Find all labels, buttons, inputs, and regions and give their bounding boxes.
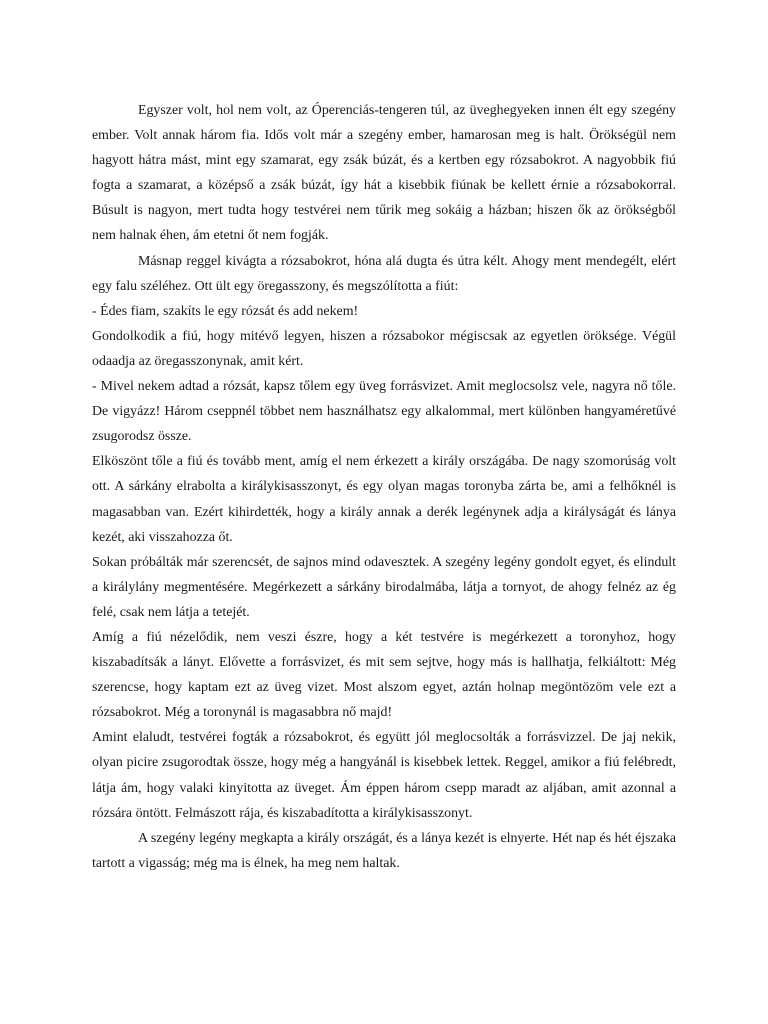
paragraph: A szegény legény megkapta a király országát, és a lánya kezét is elnyerte. Hét nap és hét éjszaka tartott a vigasság; még ma is élnek, ha meg nem haltak.	[92, 830, 676, 871]
paragraph: Gondolkodik a fiú, hogy mitévő legyen, hiszen a rózsabokor mégiscsak az egyetlen öröksége. Végül odaadja az öregasszonynak, amit kért.	[92, 328, 676, 369]
story-text	[92, 98, 676, 876]
paragraph: Elköszönt tőle a fiú és tovább ment, amíg el nem érkezett a király országába. De nagy szomorúság volt ott. A sárkány elrabolta a királykisasszonyt, és egy olyan magas toronyba zárta be, ami a felhőknél is magasabban van. Ezért kihirdették, hogy a király annak a derék legénynek adja a királyságát és lánya kezét, aki visszahozza őt.	[92, 454, 676, 545]
paragraph: Egyszer volt, hol nem volt, az Óperenciás-tengeren túl, az üveghegyeken innen élt egy szegény ember. Volt annak három fia. Idős volt már a szegény ember, hamarosan meg is halt. Örökségül nem hagyott hátra mást, mint egy szamarat, egy zsák búzát, és a kertben egy rózsabokrot. A nagyobbik fiú fogta a szamarat, a középső a zsák búzát, így hát a kisebbik fiúnak be kellett érnie a rózsabokorral. Búsult is nagyon, mert tudta hogy testvérei nem tűrik meg sokáig a házban; hiszen ők az örökségből nem halnak éhen, ám etetni őt nem fogják.	[92, 103, 676, 244]
paragraph: - Mivel nekem adtad a rózsát, kapsz tőlem egy üveg forrásvizet. Amit meglocsolsz vele, nagyra nő tőle. De vigyázz! Három cseppnél többet nem használhatsz egy alkalommal, mert különben hangyaméretűvé zsugorodsz össze.	[92, 379, 676, 445]
paragraph: Amint elaludt, testvérei fogták a rózsabokrot, és együtt jól meglocsolták a forrásvizzel. De jaj nekik, olyan picire zsugorodtak össze, hogy még a hangyánál is kisebbek lettek. Reggel, amikor a fiú felébredt, látja ám, hogy valaki kinyitotta az üveget. Ám éppen három csepp maradt az aljában, amit azonnal a rózsára öntött. Felmászott rája, és kiszabadította a királykisasszonyt.	[92, 730, 676, 821]
paragraph: Amíg a fiú nézelődik, nem veszi észre, hogy a két testvére is megérkezett a toronyhoz, hogy kiszabadítsák a lányt. Elővette a forrásvizet, és mit sem sejtve, hogy más is hallhatja, felkiáltott: Még szerencse, hogy kaptam ezt az üveg vizet. Most alszom egyet, aztán holnap megöntözöm vele ezt a rózsabokrot. Még a toronynál is magasabbra nő majd!	[92, 629, 676, 721]
paragraph: Másnap reggel kivágta a rózsabokrot, hóna alá dugta és útra kélt. Ahogy ment mendegélt, elért egy falu széléhez. Ott ült egy öregasszony, és megszólította a fiút:	[92, 253, 676, 294]
paragraph: Sokan próbálták már szerencsét, de sajnos mind odavesztek. A szegény legény gondolt egyet, és elindult a királylány megmentésére. Megérkezett a sárkány birodalmába, látja a tornyot, de ahogy felnéz az ég felé, csak nem látja a tetejét.	[92, 554, 676, 620]
paragraph: - Édes fiam, szakíts le egy rózsát és add nekem!	[92, 303, 359, 319]
